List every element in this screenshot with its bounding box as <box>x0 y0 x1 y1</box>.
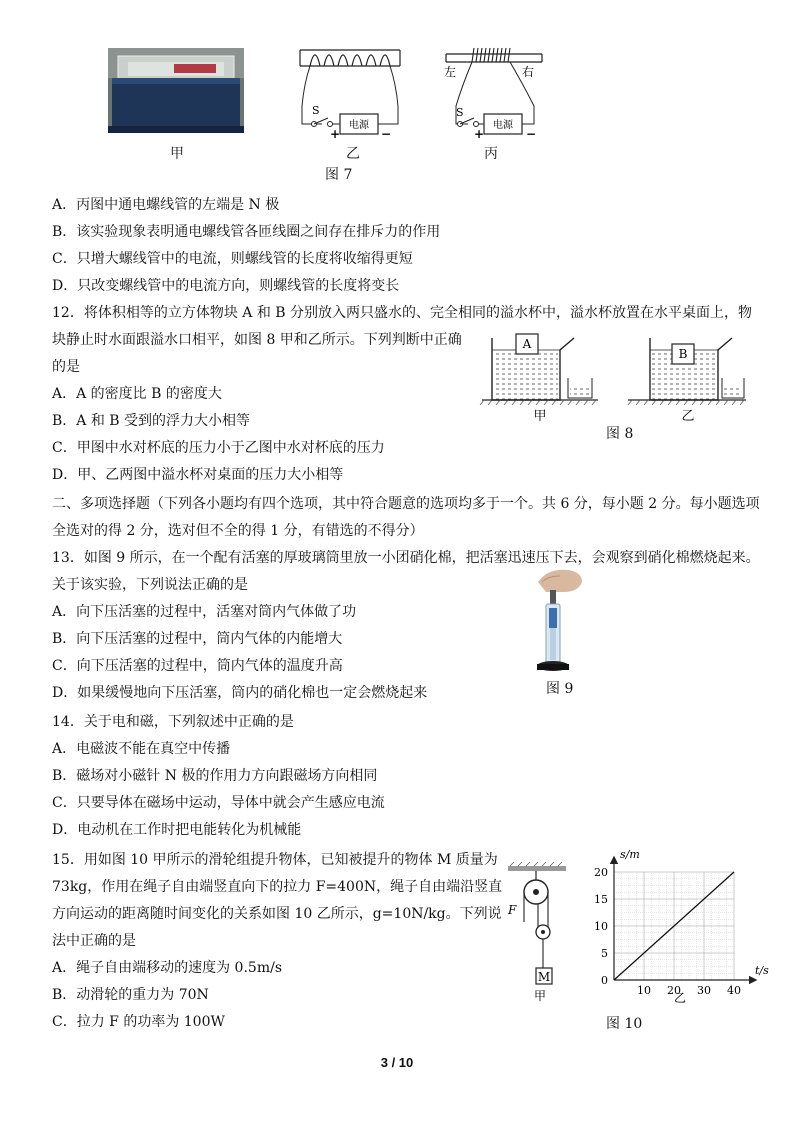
fig8-diagram <box>478 332 770 426</box>
q14-option-b: B．磁场对小磁针 N 极的作用力方向跟磁场方向相同 <box>52 768 378 784</box>
fig8-label-jia: 甲 <box>533 409 547 424</box>
x-tick-label: 10 <box>637 984 651 997</box>
q13-option-a: A．向下压活塞的过程中，活塞对筒内气体做了功 <box>52 604 357 620</box>
fig7-caption: 图 7 <box>325 167 353 183</box>
fig10-label-yi: 乙 <box>673 991 687 1005</box>
y-tick-label: 20 <box>594 866 608 879</box>
x-tick-label: 30 <box>697 984 711 997</box>
x-axis-label: t/s <box>755 964 769 977</box>
fig8-block-b: B <box>678 347 688 361</box>
fig7-diagram-bing <box>438 40 553 140</box>
fig7-power-label-yi: 电源 <box>349 120 369 131</box>
q12-stem-line3: 的是 <box>52 359 80 375</box>
section2-heading-line1: 二、多项选择题（下列各小题均有四个选项，其中符合题意的选项均多于一个。共 6 分，每小题 2 分。每小题选项 <box>52 496 760 512</box>
fig7-switch-label-bing: S <box>456 106 464 119</box>
q12-stem-line2: 块静止时水面跟溢水口相平，如图 8 甲和乙所示。下列判断中正确 <box>52 332 462 348</box>
q12-option-d: D．甲、乙两图中溢水杯对桌面的压力大小相等 <box>52 467 344 483</box>
q15-option-c: C．拉力 F 的功率为 100W <box>52 1014 225 1030</box>
fig7-label-jia: 甲 <box>170 146 184 162</box>
fig9-caption: 图 9 <box>546 681 574 697</box>
q15-option-a: A．绳子自由端移动的速度为 0.5m/s <box>52 960 283 976</box>
fig7-diagram-yi <box>292 40 407 140</box>
svg-text:+: + <box>330 127 341 140</box>
y-tick-label: 15 <box>594 893 608 906</box>
q12-option-c: C．甲图中水对杯底的压力小于乙图中水对杯底的压力 <box>52 440 385 456</box>
q14-option-a: A．电磁波不能在真空中传播 <box>52 741 231 757</box>
q11-option-c: C．只增大螺线管中的电流，则螺线管的长度将收缩得更短 <box>52 251 413 267</box>
fig10-chart <box>590 842 780 1012</box>
q15-option-b: B．动滑轮的重力为 70N <box>52 987 209 1003</box>
q12-option-b: B．A 和 B 受到的浮力大小相等 <box>52 413 251 429</box>
q14-stem: 14．关于电和磁，下列叙述中正确的是 <box>52 714 294 730</box>
q11-option-a: A．丙图中通电螺线管的左端是 N 极 <box>52 197 280 213</box>
q13-stem-line2: 关于该实验，下列说法正确的是 <box>52 577 248 593</box>
fig10-mass-label: M <box>537 970 551 984</box>
svg-text:−: − <box>381 127 392 140</box>
fig10-force-label: F <box>508 903 517 917</box>
q11-option-b: B．该实验现象表明通电螺线管各匝线圈之间存在排斥力的作用 <box>52 224 441 240</box>
x-tick-label: 20 <box>667 984 681 997</box>
q12-option-a: A．A 的密度比 B 的密度大 <box>52 386 222 402</box>
y-axis-label: s/m <box>620 848 640 861</box>
section2-heading-line2: 全选对的得 2 分，选对但不全的得 1 分，有错选的不得分） <box>52 523 424 539</box>
svg-text:−: − <box>526 127 537 140</box>
q13-option-c: C．向下压活塞的过程中，筒内气体的温度升高 <box>52 658 343 674</box>
y-tick-label: 10 <box>594 920 608 933</box>
x-tick-label: 40 <box>727 984 741 997</box>
fig7-left-label: 左 <box>444 65 457 79</box>
fig7-switch-label-yi: S <box>312 104 320 117</box>
fig8-block-a: A <box>522 337 532 351</box>
svg-text:+: + <box>474 127 485 140</box>
q14-option-d: D．电动机在工作时把电能转化为机械能 <box>52 822 302 838</box>
fig8-caption: 图 8 <box>606 426 634 442</box>
q15-stem-line2: 73kg，作用在绳子自由端竖直向下的拉力 F=400N，绳子自由端沿竖直 <box>52 879 503 895</box>
fig10-label-jia: 甲 <box>533 989 547 1003</box>
fig9-photo <box>524 568 594 678</box>
q13-stem-line1: 13．如图 9 所示，在一个配有活塞的厚玻璃筒里放一小团硝化棉，把活塞迅速压下去，会观察到硝化棉燃烧起来。 <box>52 550 760 566</box>
fig8-label-yi: 乙 <box>681 409 695 424</box>
fig10-pulley-diagram <box>500 862 576 1004</box>
q14-option-c: C．只要导体在磁场中运动，导体中就会产生感应电流 <box>52 795 385 811</box>
q11-option-d: D．只改变螺线管中的电流方向，则螺线管的长度将变长 <box>52 278 400 294</box>
fig7-power-label-bing: 电源 <box>493 120 513 131</box>
fig10-caption: 图 10 <box>606 1016 643 1032</box>
fig7-label-bing: 丙 <box>484 146 498 162</box>
fig7-label-yi: 乙 <box>346 146 360 162</box>
fig7-photo <box>108 48 244 133</box>
q15-stem-line1: 15．用如图 10 甲所示的滑轮组提升物体，已知被提升的物体 M 质量为 <box>52 852 498 868</box>
q13-option-d: D．如果缓慢地向下压活塞，筒内的硝化棉也一定会燃烧起来 <box>52 685 428 701</box>
y-tick-label: 0 <box>601 974 608 987</box>
y-tick-label: 5 <box>601 947 608 960</box>
q12-stem-line1: 12．将体积相等的立方体物块 A 和 B 分别放入两只盛水的、完全相同的溢水杯中，溢水杯放置在水平桌面上，物 <box>52 305 753 321</box>
fig7-right-label: 右 <box>522 65 535 79</box>
q15-stem-line4: 法中正确的是 <box>52 933 136 949</box>
q15-stem-line3: 方向运动的距离随时间变化的关系如图 10 乙所示，g=10N/kg。下列说 <box>52 906 502 922</box>
q13-option-b: B．向下压活塞的过程中，筒内气体的内能增大 <box>52 631 343 647</box>
page-number: 3 / 10 <box>380 1055 414 1070</box>
